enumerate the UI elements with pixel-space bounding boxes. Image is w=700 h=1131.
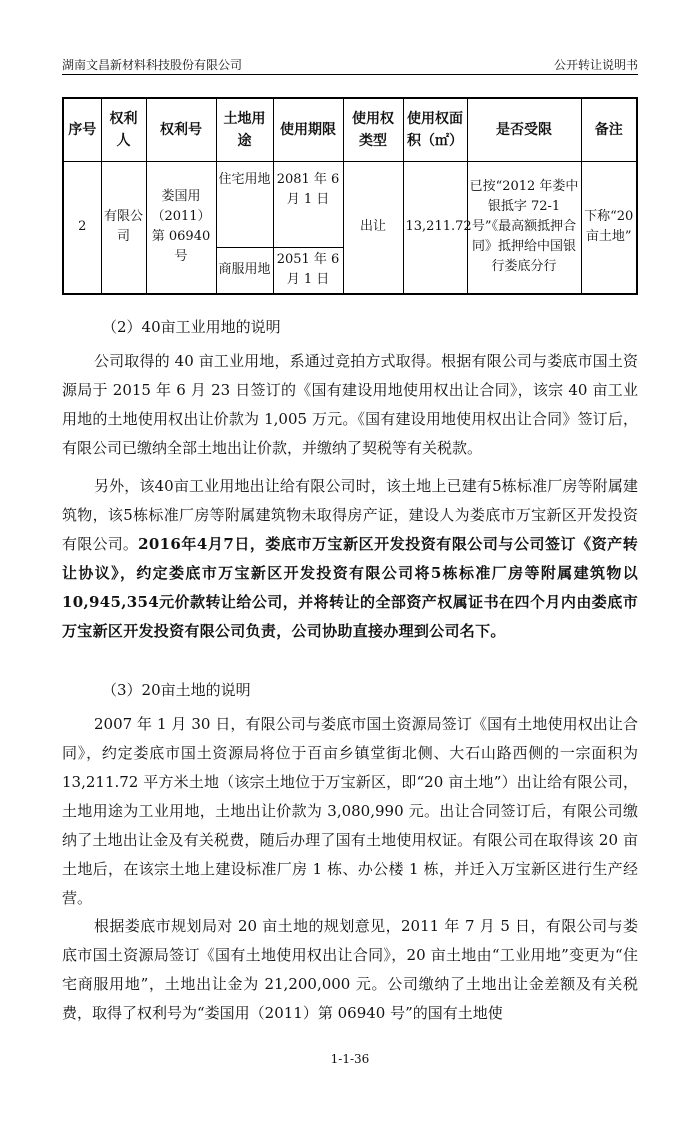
table-header-row	[63, 98, 637, 162]
header-restriction: 是否受限	[467, 98, 581, 162]
cell-term-2: 2051 年 6 月 1 日	[273, 248, 343, 294]
cell-right-type: 出让	[343, 162, 403, 294]
table-row	[63, 162, 637, 248]
header-land-use: 土地用途	[216, 98, 273, 162]
cell-note: 下称“20 亩土地”	[581, 162, 637, 294]
section-2-paragraph-1: 公司取得的 40 亩工业用地，系通过竞拍方式取得。根据有限公司与娄底市国土资源局于 2015 年 6 月 23 日签订的《国有建设用地使用权出让合同》，该宗 40 亩工业用地的土地使用权出让价款为 1,005 万元。《国有建设用地使用权出让合同》签订后，有限公司已缴纳全部土地出让价款，并缴纳了契税等有关税款。	[62, 352, 638, 457]
header-right-type: 使用权类型	[343, 98, 403, 162]
header-area: 使用权面积（㎡）	[403, 98, 467, 162]
header-term: 使用期限	[273, 98, 343, 162]
company-name: 湖南文昌新材料科技股份有限公司	[62, 58, 243, 72]
header-note: 备注	[581, 98, 637, 162]
land-use-rights-table	[62, 97, 638, 295]
cell-restriction: 已按“2012 年娄中银抵字 72-1 号”《最高额抵押合同》抵押给中国银行娄底分行	[467, 162, 581, 294]
page-header	[62, 52, 638, 75]
section-2-heading: （2）40亩工业用地的说明	[102, 318, 281, 336]
cell-owner: 有限公司	[101, 162, 146, 294]
section-3-paragraph-1: 2007 年 1 月 30 日，有限公司与娄底市国土资源局签订《国有土地使用权出让合同》，约定娄底市国土资源局将位于百亩乡镇堂街北侧、大石山路西侧的一宗面积为 13,211.72 平方米土地（该宗土地位于万宝新区，即“20 亩土地”）出让给有限公司，土地用途为工业用地，土地出让价款为 3,080,990 元。出让合同签订后，有限公司缴纳了土地出让金及有关税费，随后办理了国有土地使用权证。有限公司在取得该 20 亩土地后，在该宗土地上建设标准厂房 1 栋、办公楼 1 栋，并迁入万宝新区进行生产经营。	[62, 715, 638, 907]
header-no: 序号	[63, 98, 101, 162]
section-3-paragraph-2: 根据娄底市规划局对 20 亩土地的规划意见，2011 年 7 月 5 日，有限公司与娄底市国土资源局签订《国有土地使用权出让合同》，20 亩土地由“工业用地”变更为“住宅商服用地”，土地出让金为 21,200,000 元。公司缴纳了土地出让金差额及有关税费，取得了权利号为“娄国用（2011）第 06940 号”的国有土地使	[62, 917, 638, 1022]
cell-no: 2	[63, 162, 101, 294]
page-number: 1-1-36	[330, 1052, 370, 1066]
section-2-paragraph-2	[62, 472, 638, 646]
document-title: 公开转让说明书	[553, 58, 638, 72]
section-3-heading: （3）20亩土地的说明	[102, 681, 251, 699]
header-cert: 权利号	[146, 98, 216, 162]
cell-use-1: 住宅用地	[216, 162, 273, 248]
header-owner: 权利人	[101, 98, 146, 162]
cell-cert: 娄国用（2011）第 06940 号	[146, 162, 216, 294]
cell-use-2: 商服用地	[216, 248, 273, 294]
paragraph-2-bold-text: 2016年4月7日，娄底市万宝新区开发投资有限公司与公司签订《资产转让协议》，约定娄底市万宝新区开发投资有限公司将5栋标准厂房等附属建筑物以10,945,354元价款转让给公司，并将转让的全部资产权属证书在四个月内由娄底市万宝新区开发投资有限公司负责，公司协助直接办理到公司名下。	[62, 535, 638, 640]
cell-term-1: 2081 年 6 月 1 日	[273, 162, 343, 248]
paragraph-2-normal-text: 另外，该40亩工业用地出让给有限公司时，该土地上已建有5栋标准厂房等附属建筑物，该5栋标准厂房等附属建筑物未取得房产证，建设人为娄底市万宝新区开发投资有限公司。	[62, 477, 638, 553]
cell-area: 13,211.72	[403, 162, 467, 294]
